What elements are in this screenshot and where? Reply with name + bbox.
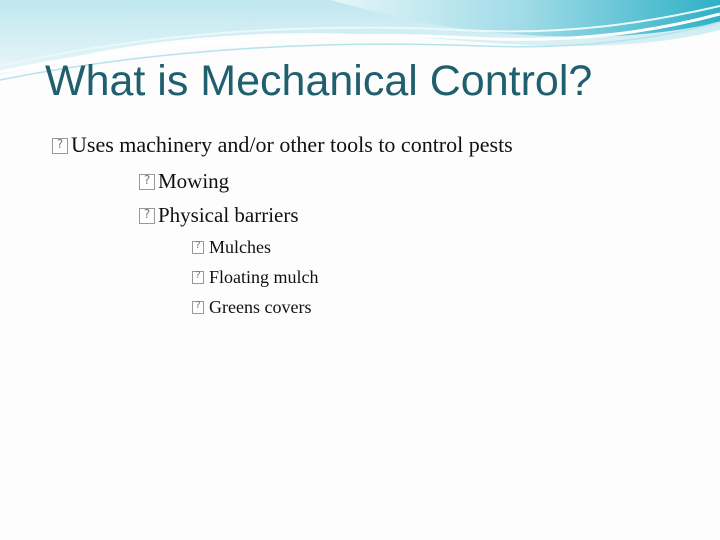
- bullet-item: [52, 132, 513, 158]
- missing-glyph-bullet-icon: [139, 208, 155, 224]
- bullet-text: Greens covers: [209, 297, 312, 317]
- missing-glyph-bullet-icon: [192, 241, 204, 254]
- bullet-text: Mulches: [209, 237, 271, 257]
- bullet-item: [192, 237, 271, 258]
- bullet-item: [192, 297, 311, 318]
- bullet-item: [139, 203, 299, 228]
- slide-title: What is Mechanical Control?: [45, 57, 593, 105]
- missing-glyph-bullet-icon: [139, 174, 155, 190]
- missing-glyph-bullet-icon: [192, 271, 204, 284]
- missing-glyph-bullet-icon: [192, 301, 204, 314]
- bullet-item: [139, 169, 229, 194]
- bullet-text: Mowing: [158, 169, 230, 193]
- bullet-text: Physical barriers: [158, 203, 299, 227]
- bullet-text: Uses machinery and/or other tools to control pests: [71, 132, 513, 157]
- bullet-text: Floating mulch: [209, 267, 319, 287]
- missing-glyph-bullet-icon: [52, 138, 68, 154]
- bullet-item: [192, 267, 319, 288]
